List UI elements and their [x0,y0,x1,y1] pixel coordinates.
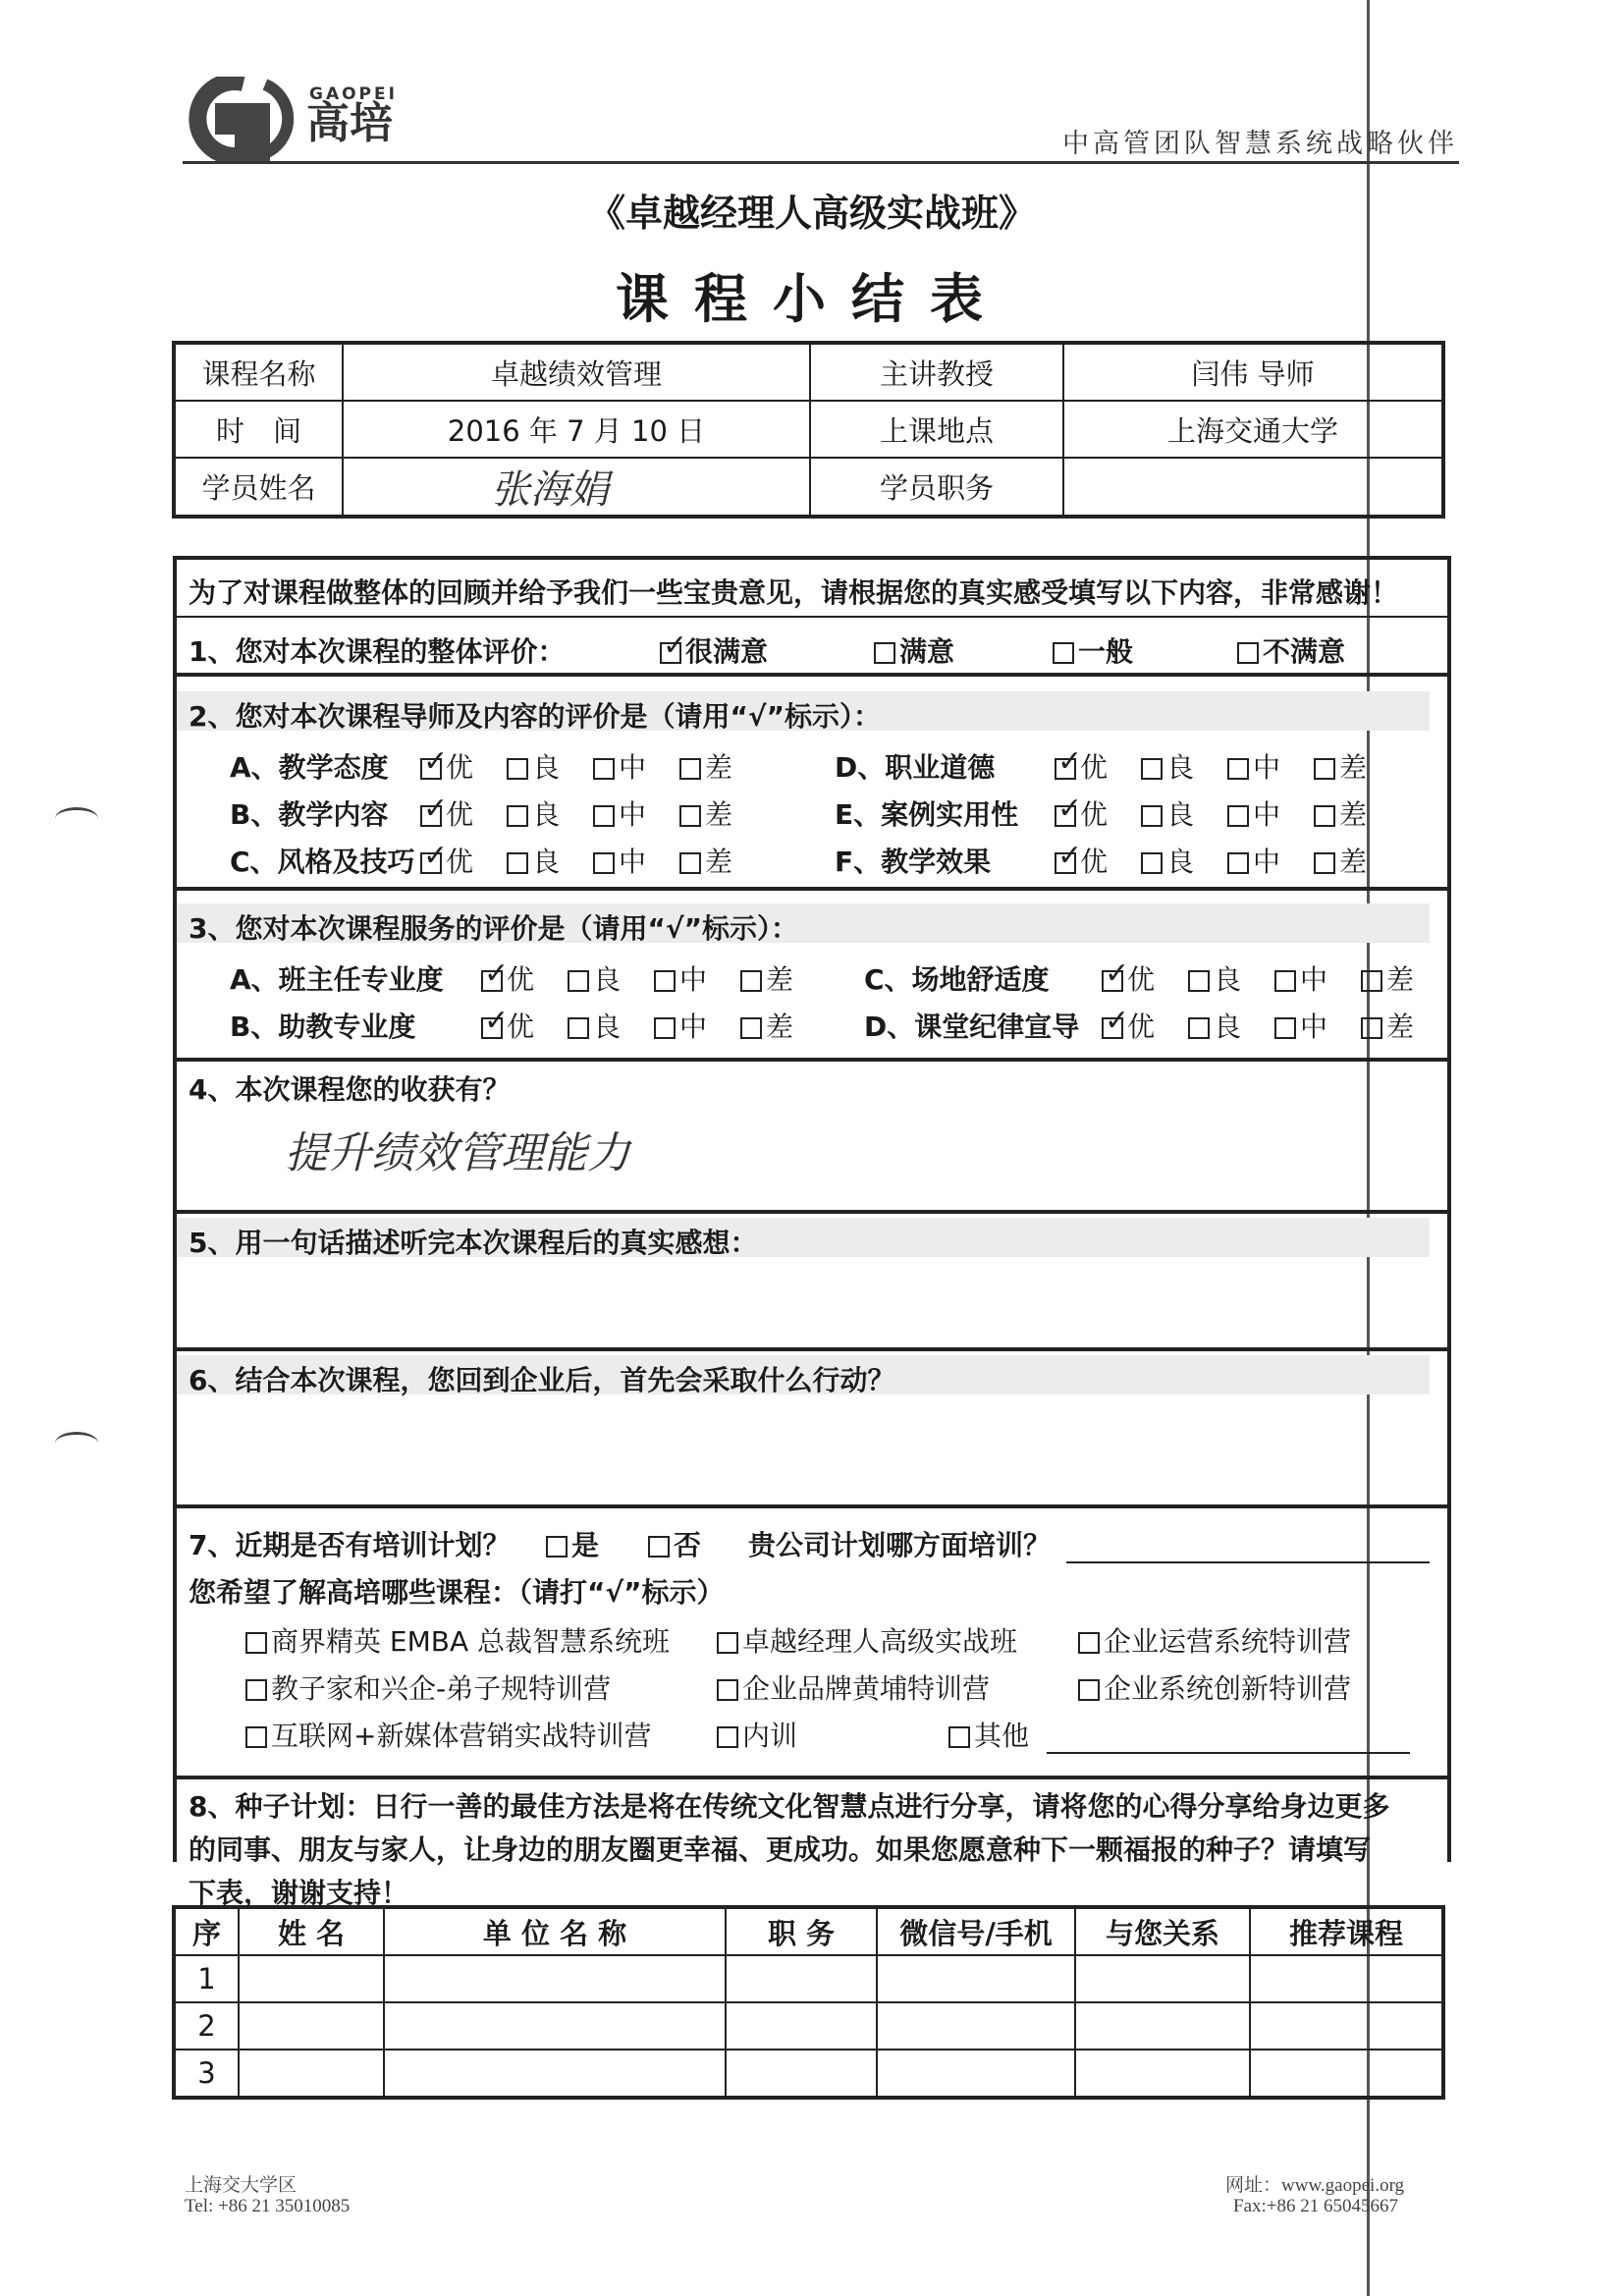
table-row [174,2002,1443,2050]
checkbox-checked[interactable] [1055,852,1076,874]
rating-option[interactable]: 中 [1274,1006,1327,1045]
header-position: 职 务 [726,1907,877,1955]
footer-website[interactable]: 网址：www.gaopei.org [1225,2175,1405,2196]
rating-label: D、职业道德 [835,751,996,784]
rating-option[interactable]: 中 [593,746,646,786]
checkbox[interactable] [1314,805,1335,827]
footer-campus: 上海交大学区 [185,2175,298,2196]
checkbox[interactable] [593,852,615,874]
rating-option[interactable]: 中 [654,958,707,998]
checkbox[interactable] [717,1632,738,1654]
rating-option[interactable]: 良 [507,793,560,833]
rating-option[interactable]: 中 [1227,746,1280,786]
rating-option[interactable]: 差 [740,1006,793,1045]
course-option-other[interactable]: 其他 [948,1715,1029,1754]
q7-course-question: 您希望了解高培哪些课程：（请打“√”标示） [189,1576,725,1609]
checkbox[interactable] [546,1536,568,1558]
checkbox[interactable] [1274,970,1296,992]
rating-label: B、助教专业度 [230,1011,416,1043]
slogan: 中高管团队智慧系统战略伙伴 [1062,129,1458,159]
course-option[interactable]: 卓越经理人高级实战班 [717,1620,1017,1660]
cell[interactable] [384,1955,726,2002]
header-relation: 与您关系 [1075,1907,1250,1955]
checkbox[interactable] [740,1017,762,1039]
checkbox-checked[interactable] [1102,970,1123,992]
rating-option[interactable]: 差 [679,746,732,786]
rating-option[interactable]: 中 [593,793,646,833]
punch-hole-mark [55,807,98,830]
place-value: 上海交通大学 [1063,401,1443,458]
rating-option[interactable]: 良 [1188,1006,1241,1045]
checkbox[interactable] [1314,758,1335,780]
checkbox-checked[interactable] [420,852,442,874]
rating-option[interactable]: 差 [679,793,732,833]
checkbox[interactable] [1188,970,1210,992]
rating-option[interactable]: 良 [507,841,560,880]
header-index: 序 [174,1907,239,1955]
checkbox[interactable] [245,1679,267,1701]
checkbox-checked[interactable] [1055,758,1076,780]
checkbox[interactable] [1141,805,1163,827]
checkbox[interactable] [1227,805,1249,827]
rating-option[interactable]: ✓ 优 [481,1006,534,1045]
cell[interactable] [1250,2002,1443,2050]
checkbox-checked[interactable] [420,758,442,780]
checkbox[interactable] [1188,1017,1210,1039]
rating-label: A、班主任专业度 [230,963,444,996]
course-option[interactable]: 商界精英 EMBA 总裁智慧系统班 [245,1620,670,1660]
rating-option[interactable]: 良 [507,746,560,786]
checkbox[interactable] [593,758,615,780]
footer-tel: Tel: +86 21 35010085 [185,2196,351,2216]
cell[interactable] [726,2002,877,2050]
q1-option-very-satisfied[interactable]: ✓ 很满意 [660,630,768,670]
divider [173,1504,1451,1508]
q7-question: 7、近期是否有培训计划？ [189,1529,511,1561]
cell[interactable] [1250,2050,1443,2098]
divider [173,887,1451,891]
checkbox[interactable] [679,758,701,780]
q1-question: 1、您对本次课程的整体评价： [189,635,566,668]
q1-option-unsatisfied[interactable]: 不满意 [1237,630,1345,670]
divider [173,1210,1451,1214]
checkbox[interactable] [245,1726,267,1748]
checkbox-checked[interactable] [660,642,681,664]
cell[interactable] [1250,1955,1443,2002]
q3-question: 3、您对本次课程服务的评价是（请用“√”标示）： [189,912,798,945]
cell[interactable] [239,2050,384,2098]
rating-option[interactable]: 差 [1361,1006,1414,1045]
checkbox[interactable] [654,970,676,992]
punch-hole-mark [55,1432,98,1454]
table-row [174,1955,1443,2002]
course-option[interactable]: 教子家和兴企-弟子规特训营 [245,1667,611,1707]
rating-option[interactable]: 差 [1361,958,1414,998]
checkbox[interactable] [507,758,528,780]
q1-option-average[interactable]: 一般 [1053,630,1133,670]
checkbox[interactable] [1078,1679,1100,1701]
checkbox[interactable] [648,1536,670,1558]
rating-option[interactable]: 良 [1141,746,1194,786]
checkbox[interactable] [1227,758,1249,780]
checkbox-checked[interactable] [1102,1017,1123,1039]
form-subtitle: 课程小结表 [616,268,1008,330]
rating-label: A、教学态度 [230,751,389,784]
footer-fax: Fax:+86 21 65045667 [1233,2196,1398,2216]
q6-question: 6、结合本次课程，您回到企业后，首先会采取什么行动？ [189,1364,895,1396]
checkbox[interactable] [507,805,528,827]
checkbox[interactable] [1227,852,1249,874]
position-value[interactable] [1063,458,1443,517]
rating-option[interactable]: 良 [1141,841,1194,880]
seed-plan-table [172,1905,1445,2100]
q8-line-3: 下表，谢谢支持！ [189,1877,409,1909]
checkbox-checked[interactable] [481,970,503,992]
q7-plan-question: 贵公司计划哪方面培训？ [748,1529,1052,1561]
logo-text-cn: 高培 [306,98,393,148]
divider [173,673,1451,677]
checkbox[interactable] [654,1017,676,1039]
checkbox-checked[interactable] [1055,805,1076,827]
cell[interactable] [877,2002,1075,2050]
student-name-value[interactable]: 张海娟 [343,458,810,517]
seed-table-header [174,1907,1443,1955]
rating-option[interactable]: 差 [679,841,732,880]
teacher-value: 闫伟 导师 [1063,343,1443,401]
rating-option[interactable]: ✓ 优 [1055,793,1108,833]
checkbox[interactable] [568,970,589,992]
checkbox[interactable] [1237,642,1259,664]
checkbox[interactable] [717,1679,738,1701]
checkbox[interactable] [679,852,701,874]
rating-option[interactable]: ✓ 优 [1055,746,1108,786]
divider [173,1776,1451,1779]
rating-label: E、案例实用性 [835,798,1019,831]
q8-line-1: 8、种子计划：日行一善的最佳方法是将在传统文化智慧点进行分享，请将您的心得分享给身边更多 [189,1790,1390,1823]
time-value: 2016 年 7 月 10 日 [343,401,810,458]
table-row [174,2050,1443,2098]
position-label: 学员职务 [810,458,1063,517]
checkbox-checked[interactable] [481,1017,503,1039]
checkbox[interactable] [245,1632,267,1654]
rating-label: F、教学效果 [835,846,992,878]
rating-option[interactable]: 中 [1274,958,1327,998]
checkbox[interactable] [593,805,615,827]
course-option[interactable]: 企业系统创新特训营 [1078,1667,1351,1707]
header-name: 姓 名 [239,1907,384,1955]
checkbox[interactable] [1053,642,1074,664]
checkbox[interactable] [717,1726,738,1748]
checkbox[interactable] [874,642,895,664]
place-label: 上课地点 [810,401,1063,458]
checkbox[interactable] [1361,1017,1382,1039]
rating-option[interactable]: 差 [1314,793,1367,833]
checkbox-checked[interactable] [420,805,442,827]
rating-option[interactable]: ✓ 优 [1102,1006,1155,1045]
q8-line-2: 的同事、朋友与家人，让身边的朋友圈更幸福、更成功。如果您愿意种下一颗福报的种子？请填写 [189,1833,1372,1866]
header-wechat: 微信号/手机 [877,1907,1075,1955]
header-course: 推荐课程 [1250,1907,1443,1955]
course-option[interactable]: 企业运营系统特训营 [1078,1620,1351,1660]
cell[interactable] [384,2002,726,2050]
checkbox[interactable] [740,970,762,992]
checkbox[interactable] [1274,1017,1296,1039]
cell[interactable] [239,1955,384,2002]
rating-option[interactable]: 良 [568,1006,621,1045]
checkbox[interactable] [1314,852,1335,874]
row-index: 2 [174,2002,239,2050]
q1-option-satisfied[interactable]: 满意 [874,630,954,670]
row-index: 1 [174,1955,239,2002]
q4-question: 4、本次课程您的收获有？ [189,1073,511,1106]
rating-option[interactable]: 差 [1314,746,1367,786]
checkbox[interactable] [1141,758,1163,780]
student-name-label: 学员姓名 [174,458,343,517]
rating-label: C、场地舒适度 [864,963,1050,996]
rating-label: C、风格及技巧 [230,846,415,878]
course-option[interactable]: 内训 [717,1715,797,1754]
rating-option[interactable]: 中 [654,1006,707,1045]
course-name-value: 卓越绩效管理 [343,343,810,401]
q7-no-option[interactable]: 否 [648,1524,701,1563]
checkbox[interactable] [679,805,701,827]
cell[interactable] [239,2002,384,2050]
rating-option[interactable]: 良 [568,958,621,998]
cell[interactable] [877,1955,1075,2002]
checkbox[interactable] [507,852,528,874]
rating-option[interactable]: ✓ 优 [1055,841,1108,880]
divider [173,556,1451,560]
rating-option[interactable]: 良 [1188,958,1241,998]
checkbox[interactable] [568,1017,589,1039]
checkbox[interactable] [1361,970,1382,992]
course-option[interactable]: 企业品牌黄埔特训营 [717,1667,990,1707]
rating-label: B、教学内容 [230,798,389,831]
rating-option[interactable]: 差 [1314,841,1367,880]
cell[interactable] [877,2050,1075,2098]
other-answer-line[interactable] [1047,1752,1410,1754]
rating-option[interactable]: 良 [1141,793,1194,833]
cell[interactable] [1075,2002,1250,2050]
cell[interactable] [384,2050,726,2098]
divider [173,1347,1451,1351]
checkbox[interactable] [1141,852,1163,874]
cell[interactable] [726,1955,877,2002]
intro-text: 为了对课程做整体的回顾并给予我们一些宝贵意见，请根据您的真实感受填写以下内容，非常感谢！ [189,576,1399,609]
q7-yes-option[interactable]: 是 [546,1524,599,1563]
rating-option[interactable]: 差 [740,958,793,998]
rating-option[interactable]: ✓ 优 [1102,958,1155,998]
divider [173,616,1451,618]
rating-option[interactable]: ✓ 优 [420,841,473,880]
checkbox[interactable] [948,1726,970,1748]
header-company: 单 位 名 称 [384,1907,726,1955]
checkbox[interactable] [1078,1632,1100,1654]
rating-option[interactable]: 中 [593,841,646,880]
course-info-table [172,341,1445,519]
rating-option[interactable]: ✓ 优 [420,793,473,833]
q4-answer[interactable]: 提升绩效管理能力 [285,1128,630,1178]
rating-option[interactable]: ✓ 优 [481,958,534,998]
q2-question: 2、您对本次课程导师及内容的评价是（请用“√”标示）： [189,700,881,733]
cell[interactable] [1075,2050,1250,2098]
course-option[interactable]: 互联网+新媒体营销实战特训营 [245,1715,651,1754]
rating-option[interactable]: 中 [1227,841,1280,880]
q7-plan-answer-line[interactable] [1066,1561,1430,1563]
time-label: 时 间 [174,401,343,458]
row-index: 3 [174,2050,239,2098]
header-divider [183,161,1459,164]
rating-option[interactable]: 中 [1227,793,1280,833]
divider [173,1058,1451,1062]
logo-text-en: GAOPEI [309,84,398,104]
form-title: 《卓越经理人高级实战班》 [587,191,1036,235]
rating-option[interactable]: ✓ 优 [420,746,473,786]
q5-question: 5、用一句话描述听完本次课程后的真实感想： [189,1227,758,1259]
gaopei-logo-icon [183,77,300,161]
course-name-label: 课程名称 [174,343,343,401]
teacher-label: 主讲教授 [810,343,1063,401]
cell[interactable] [1075,1955,1250,2002]
cell[interactable] [726,2050,877,2098]
rating-label: D、课堂纪律宣导 [864,1011,1080,1043]
